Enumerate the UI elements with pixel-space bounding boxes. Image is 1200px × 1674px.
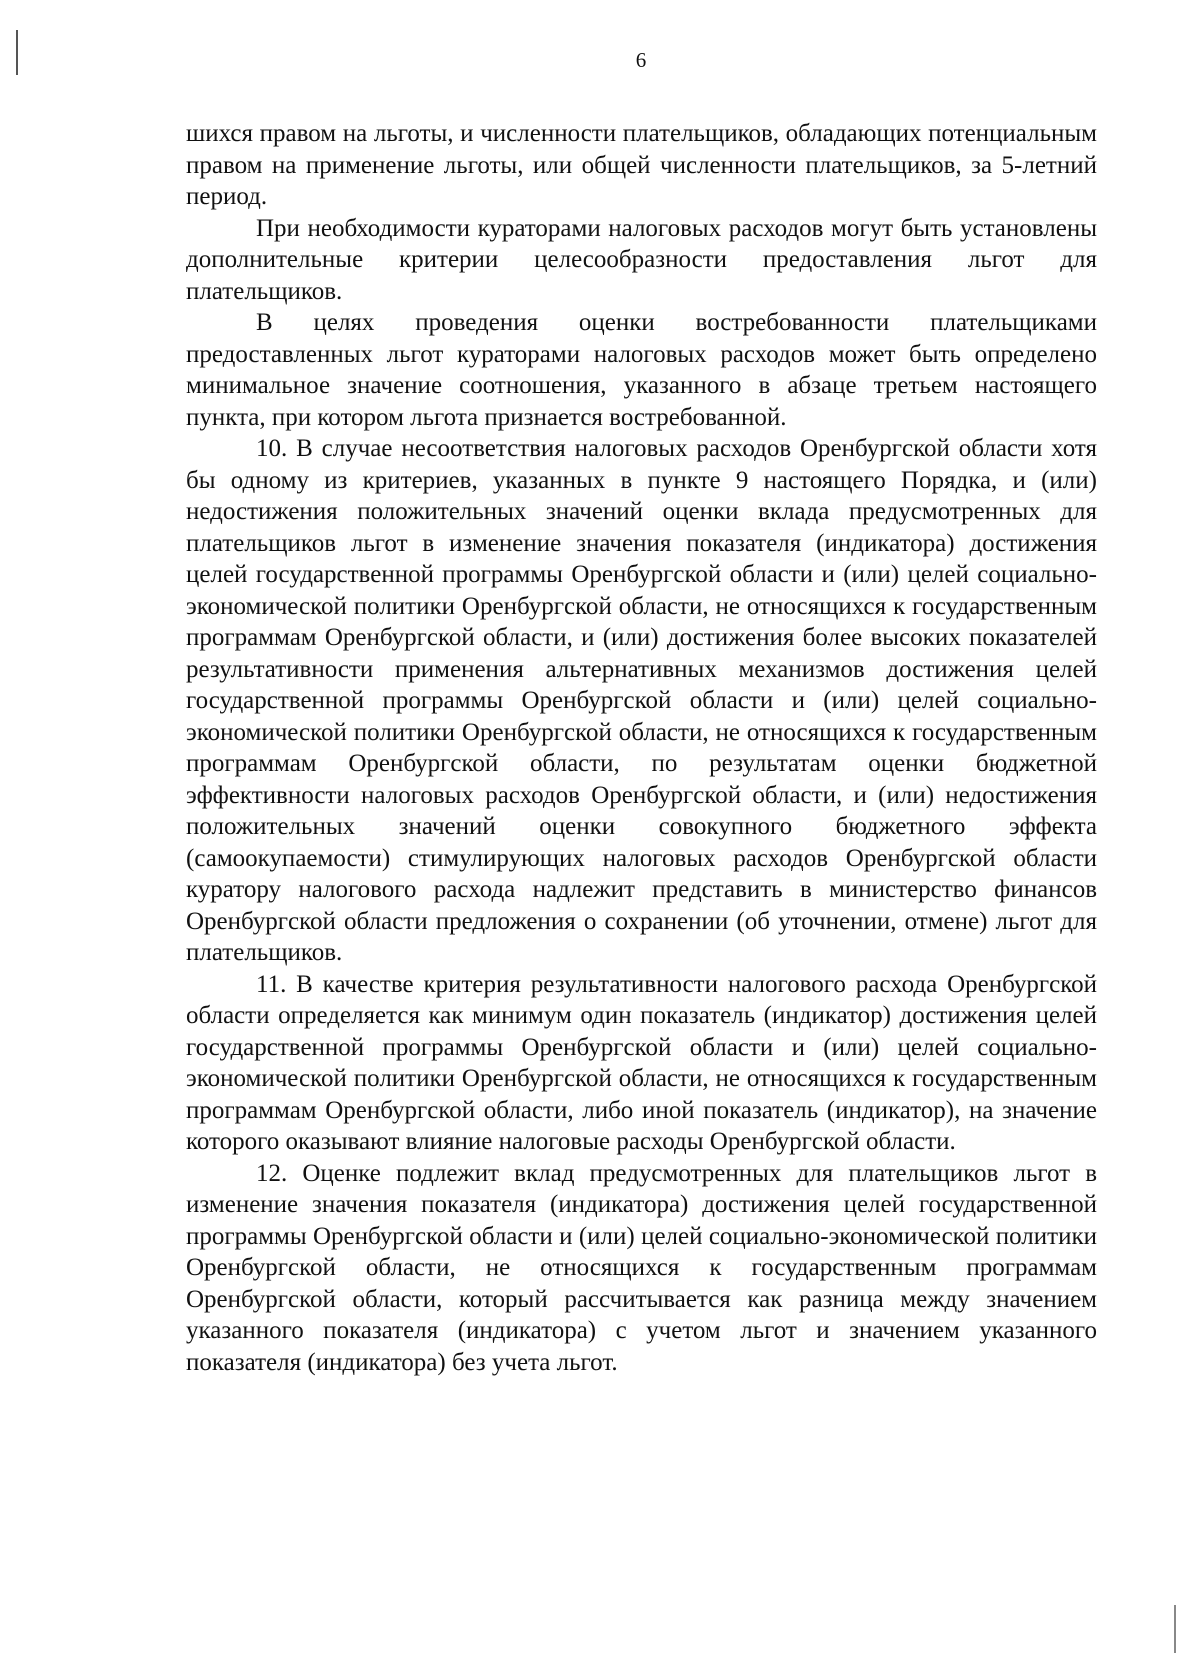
scan-edge-mark-bottom: [1174, 1605, 1176, 1653]
page-number: 6: [635, 48, 647, 72]
paragraph-item-11: 11. В качестве критерия результативности налогового расхода Оренбургской области определяется как минимум один показатель (индикатор) достижения целей государственной программы Оренбургской области и (или) целей социально-экономической политики Оренбургской области, не относящихся к государственным программам Оренбургской области, либо иной показатель (индикатор), на значение которого оказывают влияние налоговые расходы Оренбургской области.: [186, 970, 1097, 1155]
paragraph-item-10: 10. В случае несоответствия налоговых расходов Оренбургской области хотя бы одному из критериев, указанных в пункте 9 настоящего Порядка, и (или) недостижения положительных значений оценки вклада предусмотренных для плательщиков льгот в изменение значения показателя (индикатора) достижения целей государственной программы Оренбургской области и (или) целей социально-экономической политики Оренбургской области, не относящихся к государственным программам Оренбургской области, и (или) достижения более высоких показателей результативности применения альтернативных механизмов достижения целей государственной программы Оренбургской области и (или) целей социально-экономической политики Оренбургской области, не относящихся к государственным программам Оренбургской области, по результатам оценки бюджетной эффективности налоговых расходов Оренбургской области, и (или) недостижения положительных значений оценки совокупного бюджетного эффекта (самоокупаемости) стимулирующих налоговых расходов Оренбургской области куратору налогового расхода надлежит представить в министерство финансов Оренбургской области предложения о сохранении (об уточнении, отмене) льгот для плательщиков.: [186, 435, 1097, 966]
paragraph-continuation: шихся правом на льготы, и численности плательщиков, обладающих потенциальным правом на применение льготы, или общей численности плательщиков, за 5-летний период.: [186, 120, 1097, 210]
document-body: [186, 118, 1097, 1378]
paragraph-item-12: 12. Оценке подлежит вклад предусмотренных для плательщиков льгот в изменение значения показателя (индикатора) достижения целей государственной программы Оренбургской области и (или) целей социально-экономической политики Оренбургской области, не относящихся к государственным программам Оренбургской области, который рассчитывается как разница между значением указанного показателя (индикатора) с учетом льгот и значением указанного показателя (индикатора) без учета льгот.: [186, 1159, 1097, 1376]
paragraph-additional-criteria: При необходимости кураторами налоговых расходов могут быть установлены дополнительные критерии целесообразности предоставления льгот для плательщиков.: [186, 214, 1097, 305]
paragraph-demand-assessment: В целях проведения оценки востребованности плательщиками предоставленных льгот кураторами налоговых расходов может быть определено минимальное значение соотношения, указанного в абзаце третьем настоящего пункта, при котором льгота признается востребованной.: [186, 309, 1097, 431]
